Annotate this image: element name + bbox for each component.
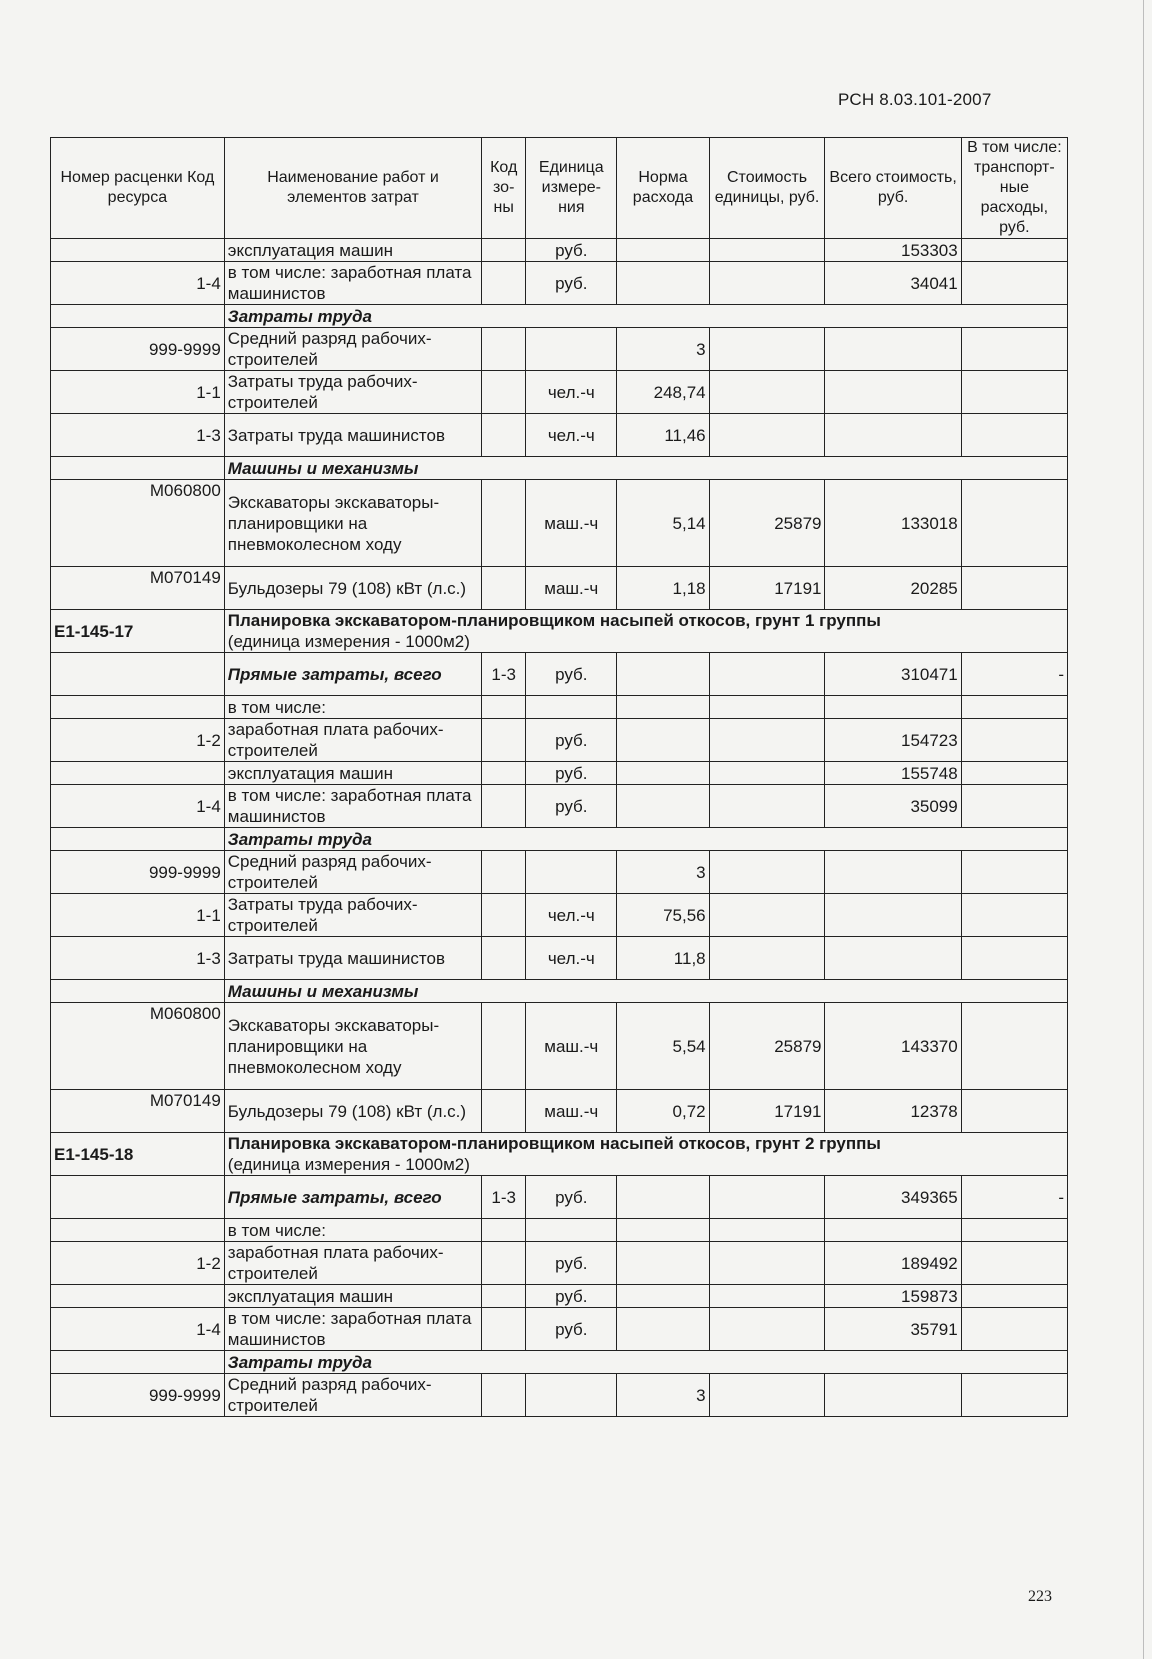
section-title: Машины и механизмы [224, 457, 1067, 480]
cell-name: эксплуатация машин [224, 239, 481, 262]
cell-zone: 1-3 [482, 1176, 526, 1219]
cell-norm: 11,46 [617, 414, 709, 457]
cell-norm: 75,56 [617, 894, 709, 937]
norm-title-row [51, 1133, 1068, 1176]
cell-norm: 3 [617, 851, 709, 894]
cell-code: 1-1 [51, 371, 225, 414]
cell-name: Экскаваторы экскаваторы-планировщики на пневмоколесном ходу [224, 1003, 481, 1090]
cell-code: 999-9999 [51, 1374, 225, 1417]
cell-norm: 0,72 [617, 1090, 709, 1133]
cell-total: 133018 [825, 480, 961, 567]
cell-total: 12378 [825, 1090, 961, 1133]
table-row [51, 1003, 1068, 1090]
direct-costs-label: Прямые затраты, всего [224, 653, 481, 696]
cell-code: М070149 [51, 567, 225, 610]
cell-transport: - [961, 653, 1067, 696]
cell-unit: маш.-ч [526, 1003, 617, 1090]
cell-name: эксплуатация машин [224, 1285, 481, 1308]
cell-unit: руб. [526, 653, 617, 696]
table-row [51, 328, 1068, 371]
col-header-code: Номер расценки Код ресурса [51, 138, 225, 239]
section-row [51, 457, 1068, 480]
cell-code: 1-2 [51, 719, 225, 762]
rates-table [50, 137, 1068, 1417]
cell-total: 154723 [825, 719, 961, 762]
table-row [51, 1242, 1068, 1285]
cell-name: Бульдозеры 79 (108) кВт (л.с.) [224, 1090, 481, 1133]
cell-total: 34041 [825, 262, 961, 305]
cell-name: Экскаваторы экскаваторы-планировщики на пневмоколесном ходу [224, 480, 481, 567]
cell-total: 153303 [825, 239, 961, 262]
table-row [51, 480, 1068, 567]
page-number: 223 [1028, 1588, 1052, 1605]
cell-total: 189492 [825, 1242, 961, 1285]
page-edge-line [1143, 0, 1144, 1659]
cell-code: 1-2 [51, 1242, 225, 1285]
table-row [51, 762, 1068, 785]
cell-total: 155748 [825, 762, 961, 785]
cell-unit: руб. [526, 719, 617, 762]
table-row [51, 937, 1068, 980]
cell-name: заработная плата рабочих-строителей [224, 719, 481, 762]
table-row [51, 785, 1068, 828]
cell-norm: 5,14 [617, 480, 709, 567]
cell-code: 1-3 [51, 937, 225, 980]
cell-name: в том числе: заработная плата машинистов [224, 262, 481, 305]
col-header-name: Наименование работ и элементов затрат [224, 138, 481, 239]
table-row [51, 1219, 1068, 1242]
cell-total: 35791 [825, 1308, 961, 1351]
cell-unit: руб. [526, 1176, 617, 1219]
cell-name: в том числе: [224, 1219, 481, 1242]
cell-name: Средний разряд рабочих-строителей [224, 328, 481, 371]
section-title: Затраты труда [224, 828, 1067, 851]
table-row [51, 414, 1068, 457]
direct-costs-label: Прямые затраты, всего [224, 1176, 481, 1219]
table-row [51, 1374, 1068, 1417]
table-row [51, 239, 1068, 262]
cell-name: Затраты труда машинистов [224, 937, 481, 980]
table-row [51, 1176, 1068, 1219]
cell-zone: 1-3 [482, 653, 526, 696]
cell-unit: руб. [526, 762, 617, 785]
cell-unit: руб. [526, 1285, 617, 1308]
cell-norm: 3 [617, 1374, 709, 1417]
cell-name: Затраты труда машинистов [224, 414, 481, 457]
col-header-zone: Код зо-ны [482, 138, 526, 239]
cell-transport: - [961, 1176, 1067, 1219]
cell-unit: чел.-ч [526, 937, 617, 980]
cell-unit: маш.-ч [526, 1090, 617, 1133]
cell-name: заработная плата рабочих-строителей [224, 1242, 481, 1285]
cell-unit-cost: 17191 [709, 1090, 825, 1133]
table-row [51, 696, 1068, 719]
norm-id: Е1-145-18 [51, 1133, 225, 1176]
section-title: Затраты труда [224, 305, 1067, 328]
cell-code: 1-3 [51, 414, 225, 457]
cell-unit: руб. [526, 262, 617, 305]
cell-norm: 3 [617, 328, 709, 371]
document-code: РСН 8.03.101-2007 [838, 90, 992, 109]
table-row [51, 1285, 1068, 1308]
cell-unit: руб. [526, 1242, 617, 1285]
cell-norm: 248,74 [617, 371, 709, 414]
cell-code: М060800 [51, 480, 225, 567]
section-title: Затраты труда [224, 1351, 1067, 1374]
col-header-unit-cost: Стоимость единицы, руб. [709, 138, 825, 239]
cell-unit: руб. [526, 239, 617, 262]
table-row [51, 567, 1068, 610]
table-row [51, 262, 1068, 305]
cell-name: в том числе: заработная плата машинистов [224, 785, 481, 828]
cell-unit: чел.-ч [526, 371, 617, 414]
cell-unit: чел.-ч [526, 414, 617, 457]
cell-unit: маш.-ч [526, 567, 617, 610]
cell-name: в том числе: [224, 696, 481, 719]
table-row [51, 851, 1068, 894]
cell-unit-cost: 17191 [709, 567, 825, 610]
cell-code: 1-4 [51, 785, 225, 828]
col-header-transport: В том числе: транспорт-ные расходы, руб. [961, 138, 1067, 239]
cell-code: 999-9999 [51, 851, 225, 894]
cell-code: М060800 [51, 1003, 225, 1090]
section-row [51, 1351, 1068, 1374]
table-row [51, 894, 1068, 937]
cell-norm: 1,18 [617, 567, 709, 610]
norm-title-cell [224, 610, 1067, 653]
cell-code: 999-9999 [51, 328, 225, 371]
cell-unit-cost: 25879 [709, 480, 825, 567]
norm-title-row [51, 610, 1068, 653]
cell-unit-cost: 25879 [709, 1003, 825, 1090]
norm-id: Е1-145-17 [51, 610, 225, 653]
table-row [51, 1090, 1068, 1133]
cell-name: Средний разряд рабочих-строителей [224, 1374, 481, 1417]
norm-unit-note: (единица измерения - 1000м2) [227, 1155, 470, 1174]
table-row [51, 371, 1068, 414]
header-row [51, 138, 1068, 239]
cell-name: в том числе: заработная плата машинистов [224, 1308, 481, 1351]
cell-code: 1-4 [51, 1308, 225, 1351]
cell-norm: 11,8 [617, 937, 709, 980]
norm-title: Планировка экскаватором-планировщиком насыпей откосов, грунт 2 группы [227, 1134, 881, 1153]
section-row [51, 828, 1068, 851]
cell-code: 1-4 [51, 262, 225, 305]
cell-name: эксплуатация машин [224, 762, 481, 785]
norm-title-cell [224, 1133, 1067, 1176]
cell-unit: руб. [526, 1308, 617, 1351]
cell-unit: чел.-ч [526, 894, 617, 937]
cell-name: Затраты труда рабочих-строителей [224, 371, 481, 414]
cell-unit: маш.-ч [526, 480, 617, 567]
cell-name: Средний разряд рабочих-строителей [224, 851, 481, 894]
cell-total: 159873 [825, 1285, 961, 1308]
cell-total: 35099 [825, 785, 961, 828]
col-header-total-cost: Всего стоимость, руб. [825, 138, 961, 239]
cell-total: 310471 [825, 653, 961, 696]
cell-total: 143370 [825, 1003, 961, 1090]
cell-total: 20285 [825, 567, 961, 610]
col-header-unit: Единица измере-ния [526, 138, 617, 239]
cell-code: М070149 [51, 1090, 225, 1133]
table-row [51, 1308, 1068, 1351]
table-row [51, 653, 1068, 696]
section-row [51, 305, 1068, 328]
cell-norm: 5,54 [617, 1003, 709, 1090]
section-row [51, 980, 1068, 1003]
norm-title: Планировка экскаватором-планировщиком насыпей откосов, грунт 1 группы [227, 611, 881, 630]
table-row [51, 719, 1068, 762]
cell-name: Затраты труда рабочих-строителей [224, 894, 481, 937]
norm-unit-note: (единица измерения - 1000м2) [227, 632, 470, 651]
cell-code: 1-1 [51, 894, 225, 937]
cell-name: Бульдозеры 79 (108) кВт (л.с.) [224, 567, 481, 610]
cell-total: 349365 [825, 1176, 961, 1219]
col-header-norm: Норма расхода [617, 138, 709, 239]
section-title: Машины и механизмы [224, 980, 1067, 1003]
cell-unit: руб. [526, 785, 617, 828]
